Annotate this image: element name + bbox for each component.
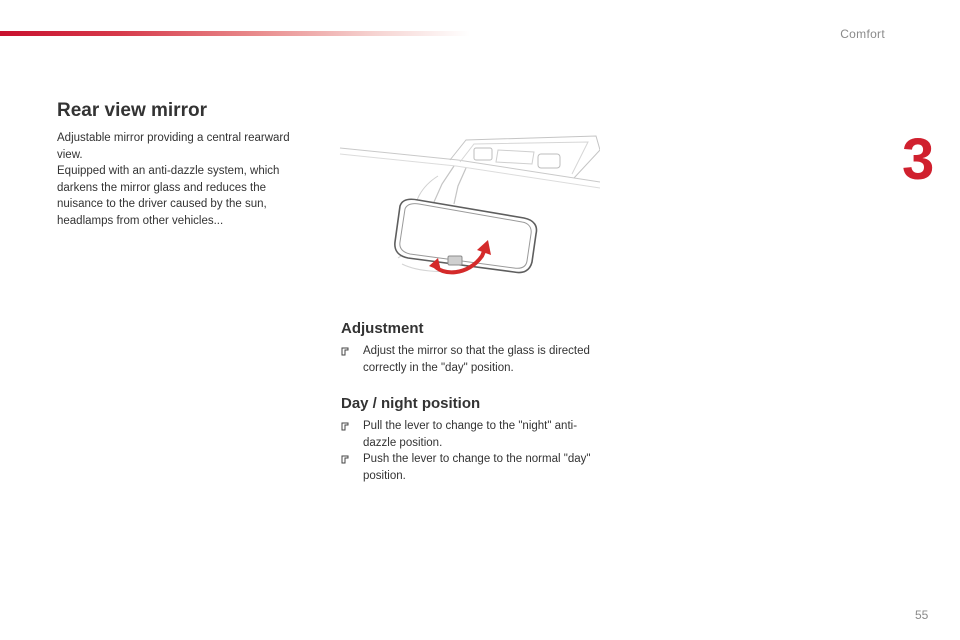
list-item — [341, 343, 601, 376]
section-name: Comfort — [840, 27, 885, 41]
day-night-list — [341, 418, 601, 484]
list-item-text: Pull the lever to change to the "night" anti-dazzle position. — [363, 420, 578, 449]
list-item — [341, 418, 601, 451]
list-item — [341, 451, 601, 484]
pointing-finger-icon — [341, 422, 349, 431]
pointing-finger-icon — [341, 455, 349, 464]
rear-view-mirror-illustration — [338, 130, 600, 280]
chapter-number: 3 — [902, 127, 935, 192]
adjustment-heading: Adjustment — [341, 320, 424, 337]
intro-paragraph: Equipped with an anti-dazzle system, which darkens the mirror glass and reduces the nuisance to the driver caused by the sun, headlamps from other vehicles... — [57, 165, 280, 227]
pointing-finger-icon — [341, 347, 349, 356]
intro-paragraph: Adjustable mirror providing a central rearward view. — [57, 132, 290, 161]
page-title: Rear view mirror — [57, 100, 207, 121]
day-night-heading: Day / night position — [341, 395, 481, 412]
page-number: 55 — [915, 608, 929, 622]
adjustment-list — [341, 343, 601, 376]
header-accent-bar — [0, 31, 470, 36]
intro-text — [57, 130, 307, 229]
list-item-text: Adjust the mirror so that the glass is directed correctly in the "day" position. — [363, 345, 590, 374]
list-item-text: Push the lever to change to the normal "day" position. — [363, 453, 591, 482]
